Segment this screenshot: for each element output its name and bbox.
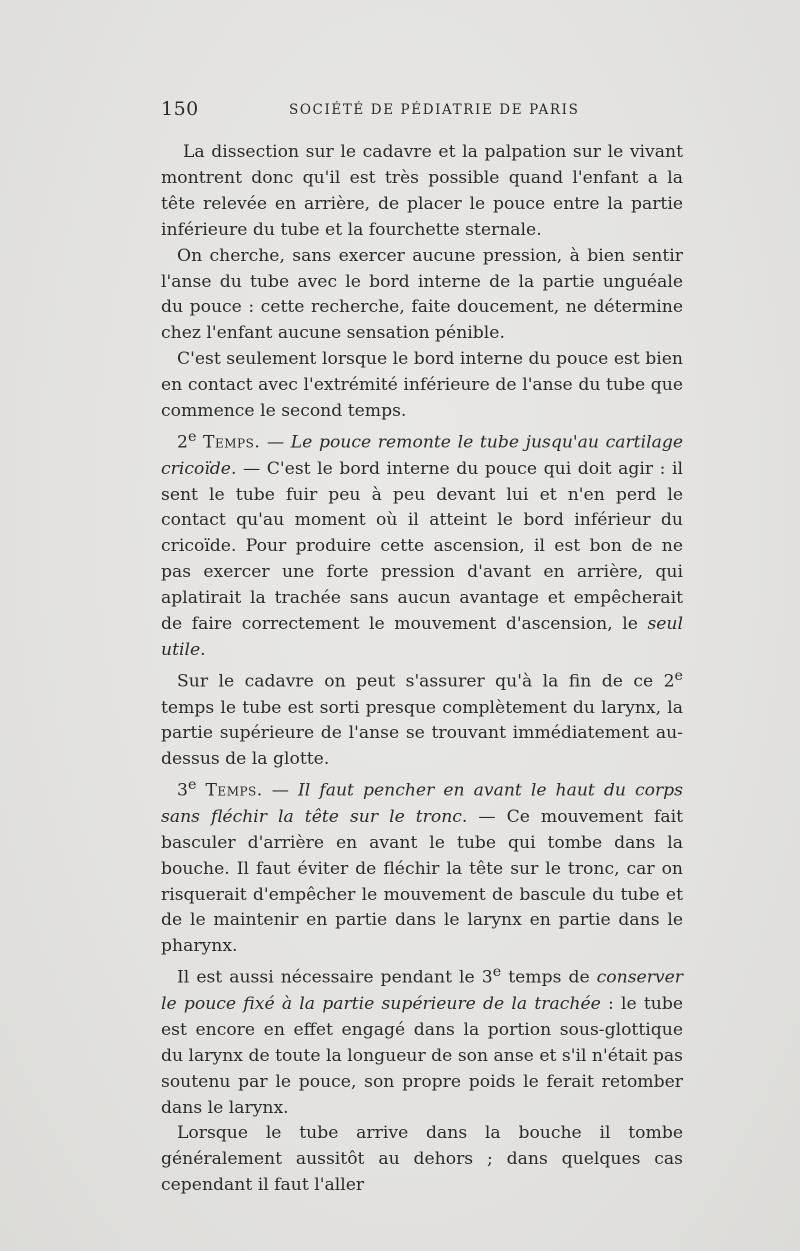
paragraph-8: Lorsque le tube arrive dans la bouche il tombe généralement aussitôt au dehors ; dans quelques cas cependant il faut l'aller [161, 1123, 683, 1196]
paragraph-4 [161, 425, 683, 664]
step-text: — C'est le bord interne du pouce qui doit agir : il sent le tube fuir peu à peu devant lui et n'en perd le contact qu'au moment où il atteint le bord inférieur du cricoïde. Pour produire cette ascension, il est bon de ne pas exercer une forte pression d'avant en arrière, qui aplatirait la trachée sans aucun avantage et empêcherait de faire correctement le mouvement d'ascension, le [161, 458, 683, 635]
step-label: Temps. [205, 780, 263, 801]
paragraph-text: Il est aussi nécessaire pendant le 3 [177, 968, 493, 989]
step-title: Le pouce remonte le tube jusqu'au cartilage cricoïde. [161, 432, 683, 479]
dash: — [262, 780, 299, 801]
paragraph-text: Sur le cadavre on peut s'assurer qu'à la fin de ce 2 [177, 671, 675, 692]
step-label: Temps. [203, 432, 261, 453]
step-title: Il faut pencher en avant le haut du corps sans fléchir la tête sur le tronc. [161, 780, 683, 827]
step-text: — Ce mouvement fait basculer d'arrière en avant le tube qui tombe dans la bouche. Il faut éviter de fléchir la tête sur le tronc, car on risquerait d'empêcher le mouvement de bascule du tube et de le maintenir en partie dans le larynx en partie dans le pharynx. [161, 806, 684, 957]
dash: — [260, 432, 291, 453]
ordinal-superscript: e [187, 777, 197, 794]
paragraph-7 [161, 960, 683, 1121]
paragraph-text-end: : le tube est encore en effet engagé dans la portion sous-glottique du larynx de toute la longueur de son anse et s'il n'était pas soutenu par le pouce, son propre poids le ferait retomber dans le larynx. [161, 993, 684, 1118]
emphasis: seul utile [161, 614, 683, 660]
ordinal-superscript: e [674, 667, 683, 684]
paragraph-2: On cherche, sans exercer aucune pression, à bien sentir l'anse du tube avec le bord interne de la partie unguéale du pouce : cette recherche, faite doucement, ne détermine chez l'enfant aucune sensation pénible. [161, 245, 683, 344]
step-number: 3 [177, 780, 188, 801]
ordinal-superscript: e [492, 964, 502, 981]
body-text [161, 140, 683, 1199]
page-number: 150 [161, 98, 199, 120]
paragraph-3: C'est seulement lorsque le bord interne du pouce est bien en contact avec l'extrémité inférieure de l'anse du tube que commence le second temps. [161, 349, 683, 422]
step-text-end: . [200, 639, 206, 660]
step-number: 2 [177, 432, 188, 453]
emphasis: conserver le pouce fixé à la partie supérieure de la trachée [161, 968, 684, 1014]
paragraph-5 [161, 664, 683, 773]
page-header [161, 98, 681, 126]
paragraph-6 [161, 773, 683, 960]
paragraph-text-end: temps le tube est sorti presque complètement du larynx, la partie supérieure de l'anse se trouvant immédiatement au-dessus de la glotte. [161, 697, 683, 770]
paragraph-1: La dissection sur le cadavre et la palpation sur le vivant montrent donc qu'il est très possible quand l'enfant a la tête relevée en arrière, de placer le pouce entre la partie inférieure du tube et la fourchette sternale. [161, 142, 683, 240]
paragraph-text-mid: temps de [501, 968, 597, 989]
running-title: SOCIÉTÉ DE PÉDIATRIE DE PARIS [289, 102, 580, 118]
ordinal-superscript: e [187, 428, 197, 445]
